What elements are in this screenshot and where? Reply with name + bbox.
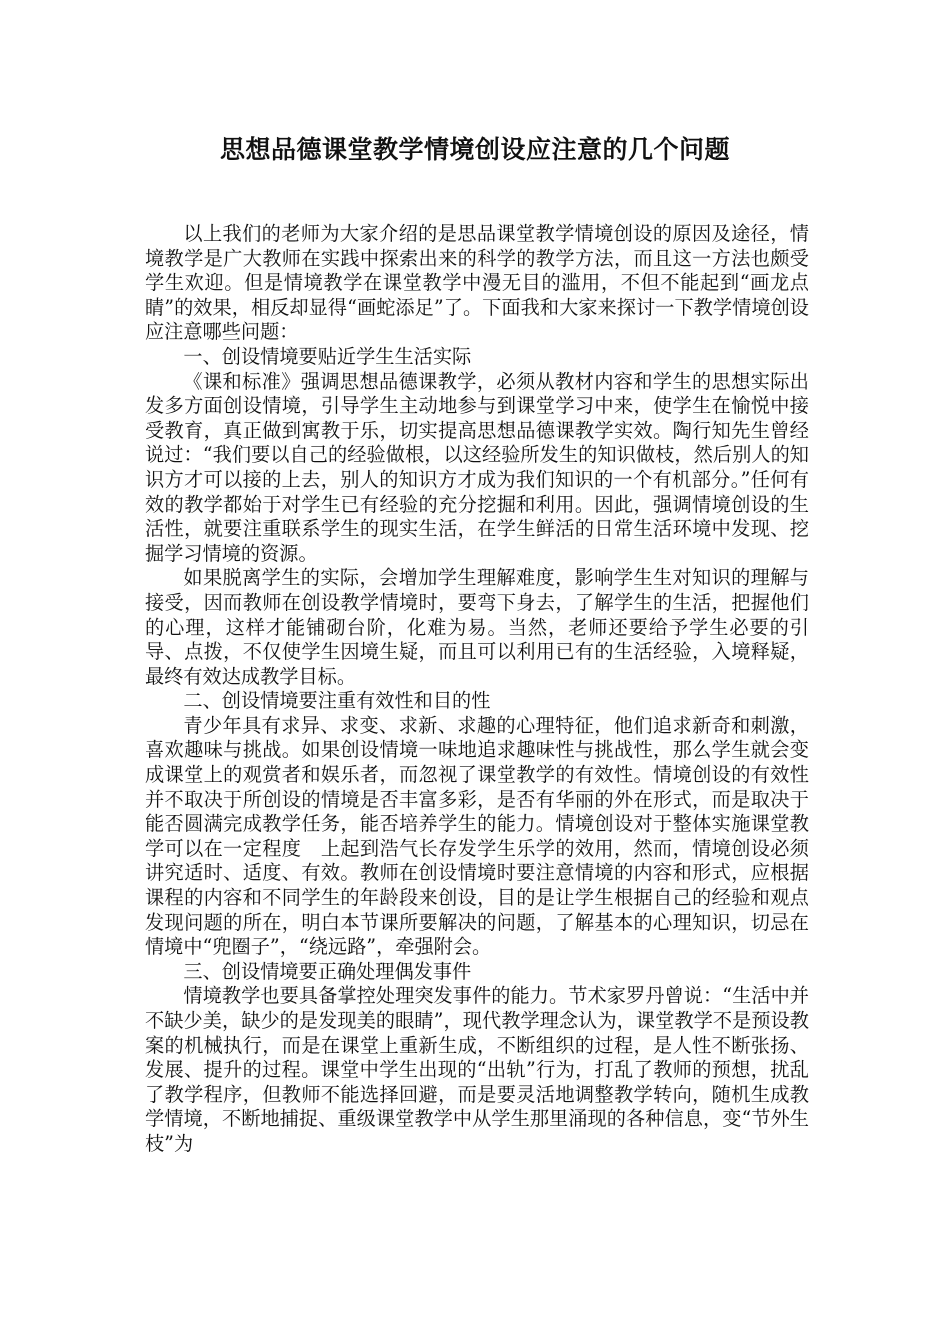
- document-title: 思想品德课堂教学情境创设应注意的几个问题: [219, 135, 730, 164]
- section-heading-3: 三、创设情境要正确处理偶发事件: [183, 959, 472, 983]
- paragraph-intro: 以上我们的老师为大家介绍的是思品课堂教学情境创设的原因及途径，情境教学是广大教师在实践中探索出来的科学的教学方法，而且这一方法也颇受学生欢迎。但是情境教学在课堂教学中漫无目的滥用，不但不能起到“画龙点睛”的效果，相反却显得“画蛇添足”了。下面我和大家来探讨一下教学情境创设应注意哪些问题：: [145, 222, 809, 344]
- section-heading-2: 二、创设情境要注重有效性和目的性: [183, 689, 491, 713]
- paragraph-section-2: 青少年具有求异、求变、求新、求趣的心理特征，他们追求新奇和刺激，喜欢趣味与挑战。如果创设情境一味地追求趣味性与挑战性，那么学生就会变成课堂上的观赏者和娱乐者，而忽视了课堂教学的有效性。情境创设的有效性并不取决于所创设的情境是否丰富多彩，是否有华丽的外在形式，而是取决于能否圆满完成教学任务，能否培养学生的能力。情境创设对于整体实施课堂教学可以在一定程度 上起到浩气长存发学生乐学的效用，然而，情境创设必须讲究适时、适度、有效。教师在创设情境时要注意情境的内容和形式，应根据课程的内容和不同学生的年龄段来创设，目的是让学生根据自己的经验和观点发现问题的所在，明白本节课所要解决的问题，了解基本的心理知识，切忌在情境中“兜圈子”，“绕远路”，牵强附会。: [145, 713, 809, 959]
- paragraph-section-1-a: 《课和标准》强调思想品德课教学，必须从教材内容和学生的思想实际出发多方面创设情境，引导学生主动地参与到课堂学习中来，使学生在愉悦中接受教育，真正做到寓教于乐，切实提高思想品德课教学实效。陶行知先生曾经说过：“我们要以自己的经验做根，以这经验所发生的知识做枝，然后别人的知识方才可以接的上去，别人的知识方才成为我们知识的一个有机部分。”任何有效的教学都始于对学生已有经验的充分挖掘和利用。因此，强调情境创设的生活性，就要注重联系学生的现实生活，在学生鲜活的日常生活环境中发现、挖掘学习情境的资源。: [145, 369, 809, 565]
- document-body: [145, 222, 809, 1157]
- paragraph-section-1-b: 如果脱离学生的实际，会增加学生理解难度，影响学生生对知识的理解与接受，因而教师在创设教学情境时，要弯下身去，了解学生的生活，把握他们的心理，这样才能铺砌台阶，化难为易。当然，老师还要给予学生必要的引导、点拨，不仅使学生因境生疑，而且可以利用已有的生活经验，入境释疑，最终有效达成教学目标。: [145, 566, 809, 688]
- section-heading-1: 一、创设情境要贴近学生生活实际: [183, 344, 472, 368]
- paragraph-section-3: 情境教学也要具备掌控处理突发事件的能力。节术家罗丹曾说：“生活中并不缺少美，缺少的是发现美的眼睛”，现代教学理念认为，课堂教学不是预设教案的机械执行，而是在课堂上重新生成，不断组织的过程，是人性不断张扬、发展、提升的过程。课堂中学生出现的“出轨”行为，打乱了教师的预想，扰乱了教学程序，但教师不能选择回避，而是要灵活地调整教学转向，随机生成教学情境，不断地捕捉、重级课堂教学中从学生那里涌现的各种信息，变“节外生枝”为: [145, 984, 809, 1155]
